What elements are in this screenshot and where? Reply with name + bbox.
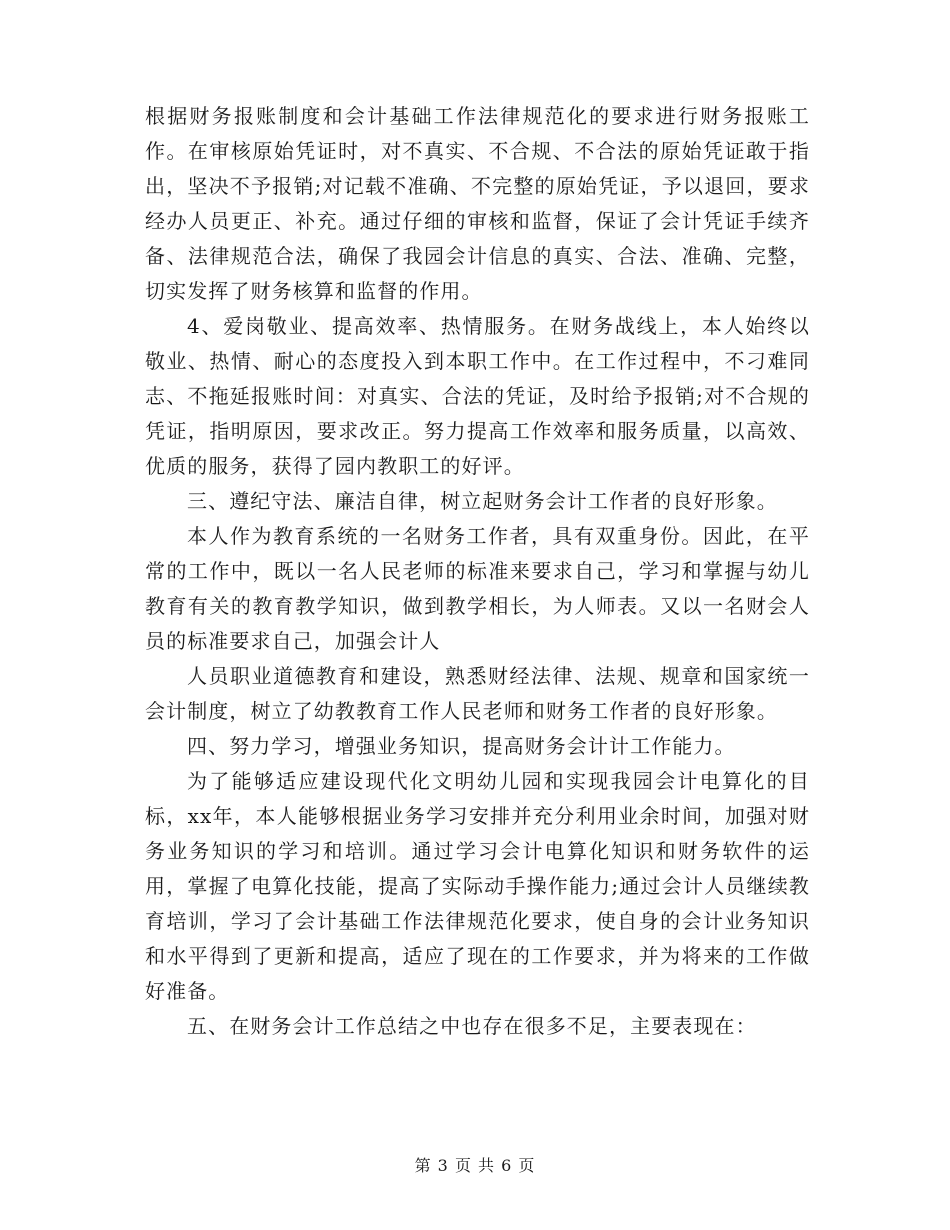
paragraph-4: 本人作为教育系统的一名财务工作者，具有双重身份。因此，在平常的工作中，既以一名人民老师的标准来要求自己，学习和掌握与幼儿教育有关的教育教学知识，做到教学相长，为人师表。又以一名财会人员的标准要求自己，加强会计人 (145, 524, 810, 653)
section-heading-3: 三、遵纪守法、廉洁自律，树立起财务会计工作者的良好形象。 (187, 489, 778, 513)
section-heading-4: 四、努力学习，增强业务知识，提高财务会计计工作能力。 (187, 734, 736, 758)
document-body (145, 99, 810, 1044)
paragraph-5: 人员职业道德教育和建设，熟悉财经法律、法规、规章和国家统一会计制度，树立了幼教教育工作人民老师和财务工作者的良好形象。 (145, 664, 810, 723)
section-heading-5: 五、在财务会计工作总结之中也存在很多不足，主要表现在： (187, 1014, 757, 1038)
paragraph-1: 根据财务报账制度和会计基础工作法律规范化的要求进行财务报账工作。在审核原始凭证时，对不真实、不合规、不合法的原始凭证敢于指出，坚决不予报销;对记载不准确、不完整的原始凭证，予以退回，要求经办人员更正、补充。通过仔细的审核和监督，保证了会计凭证手续齐备、法律规范合法，确保了我园会计信息的真实、合法、准确、完整，切实发挥了财务核算和监督的作用。 (145, 104, 810, 303)
page-number-footer: 第 3 页 共 6 页 (414, 1156, 536, 1175)
paragraph-7: 为了能够适应建设现代化文明幼儿园和实现我园会计电算化的目标，xx年，本人能够根据业务学习安排并充分利用业余时间，加强对财务业务知识的学习和培训。通过学习会计电算化知识和财务软件的运用，掌握了电算化技能，提高了实际动手操作能力;通过会计人员继续教育培训，学习了会计基础工作法律规范化要求，使自身的会计业务知识和水平得到了更新和提高，适应了现在的工作要求，并为将来的工作做好准备。 (145, 769, 810, 1003)
paragraph-2: 4、爱岗敬业、提高效率、热情服务。在财务战线上，本人始终以敬业、热情、耐心的态度投入到本职工作中。在工作过程中，不刁难同志、不拖延报账时间：对真实、合法的凭证，及时给予报销;对不合规的凭证，指明原因，要求改正。努力提高工作效率和服务质量，以高效、优质的服务，获得了园内教职工的好评。 (145, 314, 810, 478)
